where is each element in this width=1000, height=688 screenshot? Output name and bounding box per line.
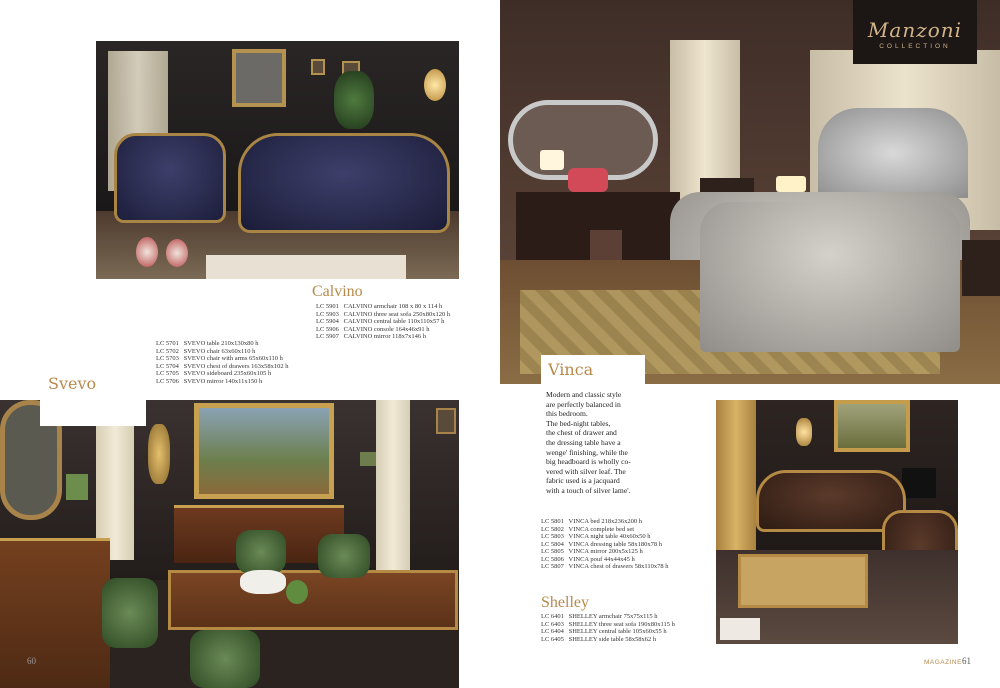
item-code: LC 6405 bbox=[541, 635, 564, 643]
description-line: are perfectly balanced in bbox=[546, 399, 621, 409]
item-code: LC 5804 bbox=[541, 540, 564, 548]
item-code: LC 5903 bbox=[316, 310, 339, 318]
manzoni-collection-logo bbox=[853, 0, 977, 64]
item-text: VINCA mirror 200x5x125 h bbox=[568, 548, 643, 555]
item-text: VINCA bed 218x236x200 h bbox=[568, 518, 642, 525]
caption-row bbox=[541, 621, 675, 629]
item-text: VINCA dressing table 58x180x78 h bbox=[568, 540, 663, 548]
caption-row bbox=[156, 340, 289, 348]
shelley-item-list bbox=[541, 613, 675, 643]
caption-row bbox=[541, 628, 675, 636]
item-code: LC 6404 bbox=[541, 628, 564, 635]
caption-row bbox=[316, 318, 450, 326]
item-code: LC 5805 bbox=[541, 548, 564, 555]
description-line: wenge' finishing, while the bbox=[546, 447, 628, 457]
item-code: LC 5807 bbox=[541, 563, 564, 570]
item-text: SVEVO chair 63x60x110 h bbox=[183, 347, 256, 355]
vinca-description bbox=[546, 390, 631, 496]
caption-row bbox=[541, 541, 668, 549]
shelley-title: Shelley bbox=[541, 594, 589, 611]
item-code: LC 5904 bbox=[316, 318, 339, 325]
caption-row bbox=[541, 533, 668, 541]
vinca-title-box bbox=[541, 355, 645, 385]
item-text: VINCA chest of drawers 58x110x78 h bbox=[568, 563, 669, 570]
calvino-living-room-photo bbox=[96, 41, 459, 279]
item-code: LC 5802 bbox=[541, 525, 564, 533]
caption-row bbox=[156, 378, 289, 386]
caption-row bbox=[316, 333, 450, 341]
item-text: VINCA pouf 44x44x45 h bbox=[568, 555, 635, 563]
logo-script: Manzoni bbox=[867, 18, 963, 42]
calvino-item-list bbox=[316, 303, 450, 341]
page-number-right: 61 bbox=[962, 656, 971, 666]
svevo-title: Svevo bbox=[48, 374, 97, 393]
item-text: CALVINO mirror 118x7x146 h bbox=[343, 333, 427, 340]
description-line: the dressing table have a bbox=[546, 437, 621, 447]
item-code: LC 6401 bbox=[541, 613, 564, 620]
item-text: SVEVO chest of drawers 163x58x102 h bbox=[183, 362, 289, 370]
item-code: LC 5906 bbox=[316, 325, 339, 333]
magazine-label: MAGAZINE bbox=[924, 659, 962, 666]
description-line: with a touch of silver lame'. bbox=[546, 485, 631, 495]
item-text: SVEVO table 210x130x80 h bbox=[183, 340, 259, 347]
vinca-item-list bbox=[541, 518, 668, 571]
description-line: Modern and classic style bbox=[546, 390, 622, 399]
item-code: LC 5901 bbox=[316, 303, 339, 310]
item-text: CALVINO three seat sofa 250x80x120 h bbox=[343, 310, 451, 318]
caption-row bbox=[541, 518, 668, 526]
caption-row bbox=[541, 613, 675, 621]
description-line: this bedroom. bbox=[546, 409, 588, 419]
item-text: SHELLEY three seat sofa 190x80x115 h bbox=[568, 620, 675, 628]
description-line: The bed-night tables, bbox=[546, 418, 611, 428]
caption-row bbox=[156, 348, 289, 356]
description-line: big headboard is wholly co- bbox=[546, 457, 631, 467]
item-text: SHELLEY central table 105x60x55 h bbox=[568, 628, 667, 635]
svevo-dining-room-photo bbox=[0, 400, 459, 688]
caption-row bbox=[541, 526, 668, 534]
description-line: the chest of drawer and bbox=[546, 428, 617, 438]
item-code: LC 5703 bbox=[156, 355, 179, 362]
item-text: VINCA complete bed set bbox=[568, 525, 635, 533]
description-line: fabric used is a jacquard bbox=[546, 476, 620, 486]
item-code: LC 5806 bbox=[541, 555, 564, 563]
item-code: LC 5803 bbox=[541, 533, 564, 540]
item-code: LC 5701 bbox=[156, 340, 179, 347]
item-text: SVEVO mirror 140x11x150 h bbox=[183, 377, 263, 385]
caption-row bbox=[156, 370, 289, 378]
vinca-title: Vinca bbox=[548, 360, 594, 379]
item-code: LC 5907 bbox=[316, 333, 339, 340]
svevo-title-box bbox=[40, 368, 146, 426]
caption-row bbox=[156, 363, 289, 371]
item-code: LC 5702 bbox=[156, 347, 179, 355]
item-code: LC 6403 bbox=[541, 620, 564, 628]
caption-row bbox=[541, 636, 675, 644]
item-code: LC 5705 bbox=[156, 370, 179, 377]
item-text: SVEVO sideboard 235x60x105 h bbox=[183, 370, 272, 377]
item-text: SVEVO chair with arms 65x60x110 h bbox=[183, 355, 283, 362]
caption-row bbox=[541, 548, 668, 556]
item-text: SHELLEY armchair 75x75x115 h bbox=[568, 613, 658, 620]
logo-subtitle: COLLECTION bbox=[879, 43, 951, 50]
item-code: LC 5704 bbox=[156, 362, 179, 370]
page-number-left: 60 bbox=[27, 656, 36, 666]
svevo-item-list bbox=[156, 340, 289, 385]
description-line: vered with silver leaf. The bbox=[546, 466, 626, 476]
caption-row bbox=[316, 326, 450, 334]
caption-row bbox=[541, 563, 668, 571]
caption-row bbox=[156, 355, 289, 363]
caption-row bbox=[541, 556, 668, 564]
item-text: CALVINO central table 110x110x57 h bbox=[343, 318, 445, 325]
item-text: CALVINO console 164x46x91 h bbox=[343, 325, 430, 333]
item-code: LC 5706 bbox=[156, 377, 179, 385]
caption-row bbox=[316, 311, 450, 319]
calvino-title: Calvino bbox=[312, 283, 363, 300]
right-page bbox=[500, 0, 1000, 688]
item-text: SHELLEY side table 58x58x62 h bbox=[568, 635, 657, 643]
shelley-living-room-photo bbox=[716, 400, 958, 644]
item-text: CALVINO armchair 108 x 80 x 114 h bbox=[343, 303, 443, 310]
item-code: LC 5801 bbox=[541, 518, 564, 525]
item-text: VINCA night table 40x60x50 h bbox=[568, 533, 651, 540]
caption-row bbox=[316, 303, 450, 311]
